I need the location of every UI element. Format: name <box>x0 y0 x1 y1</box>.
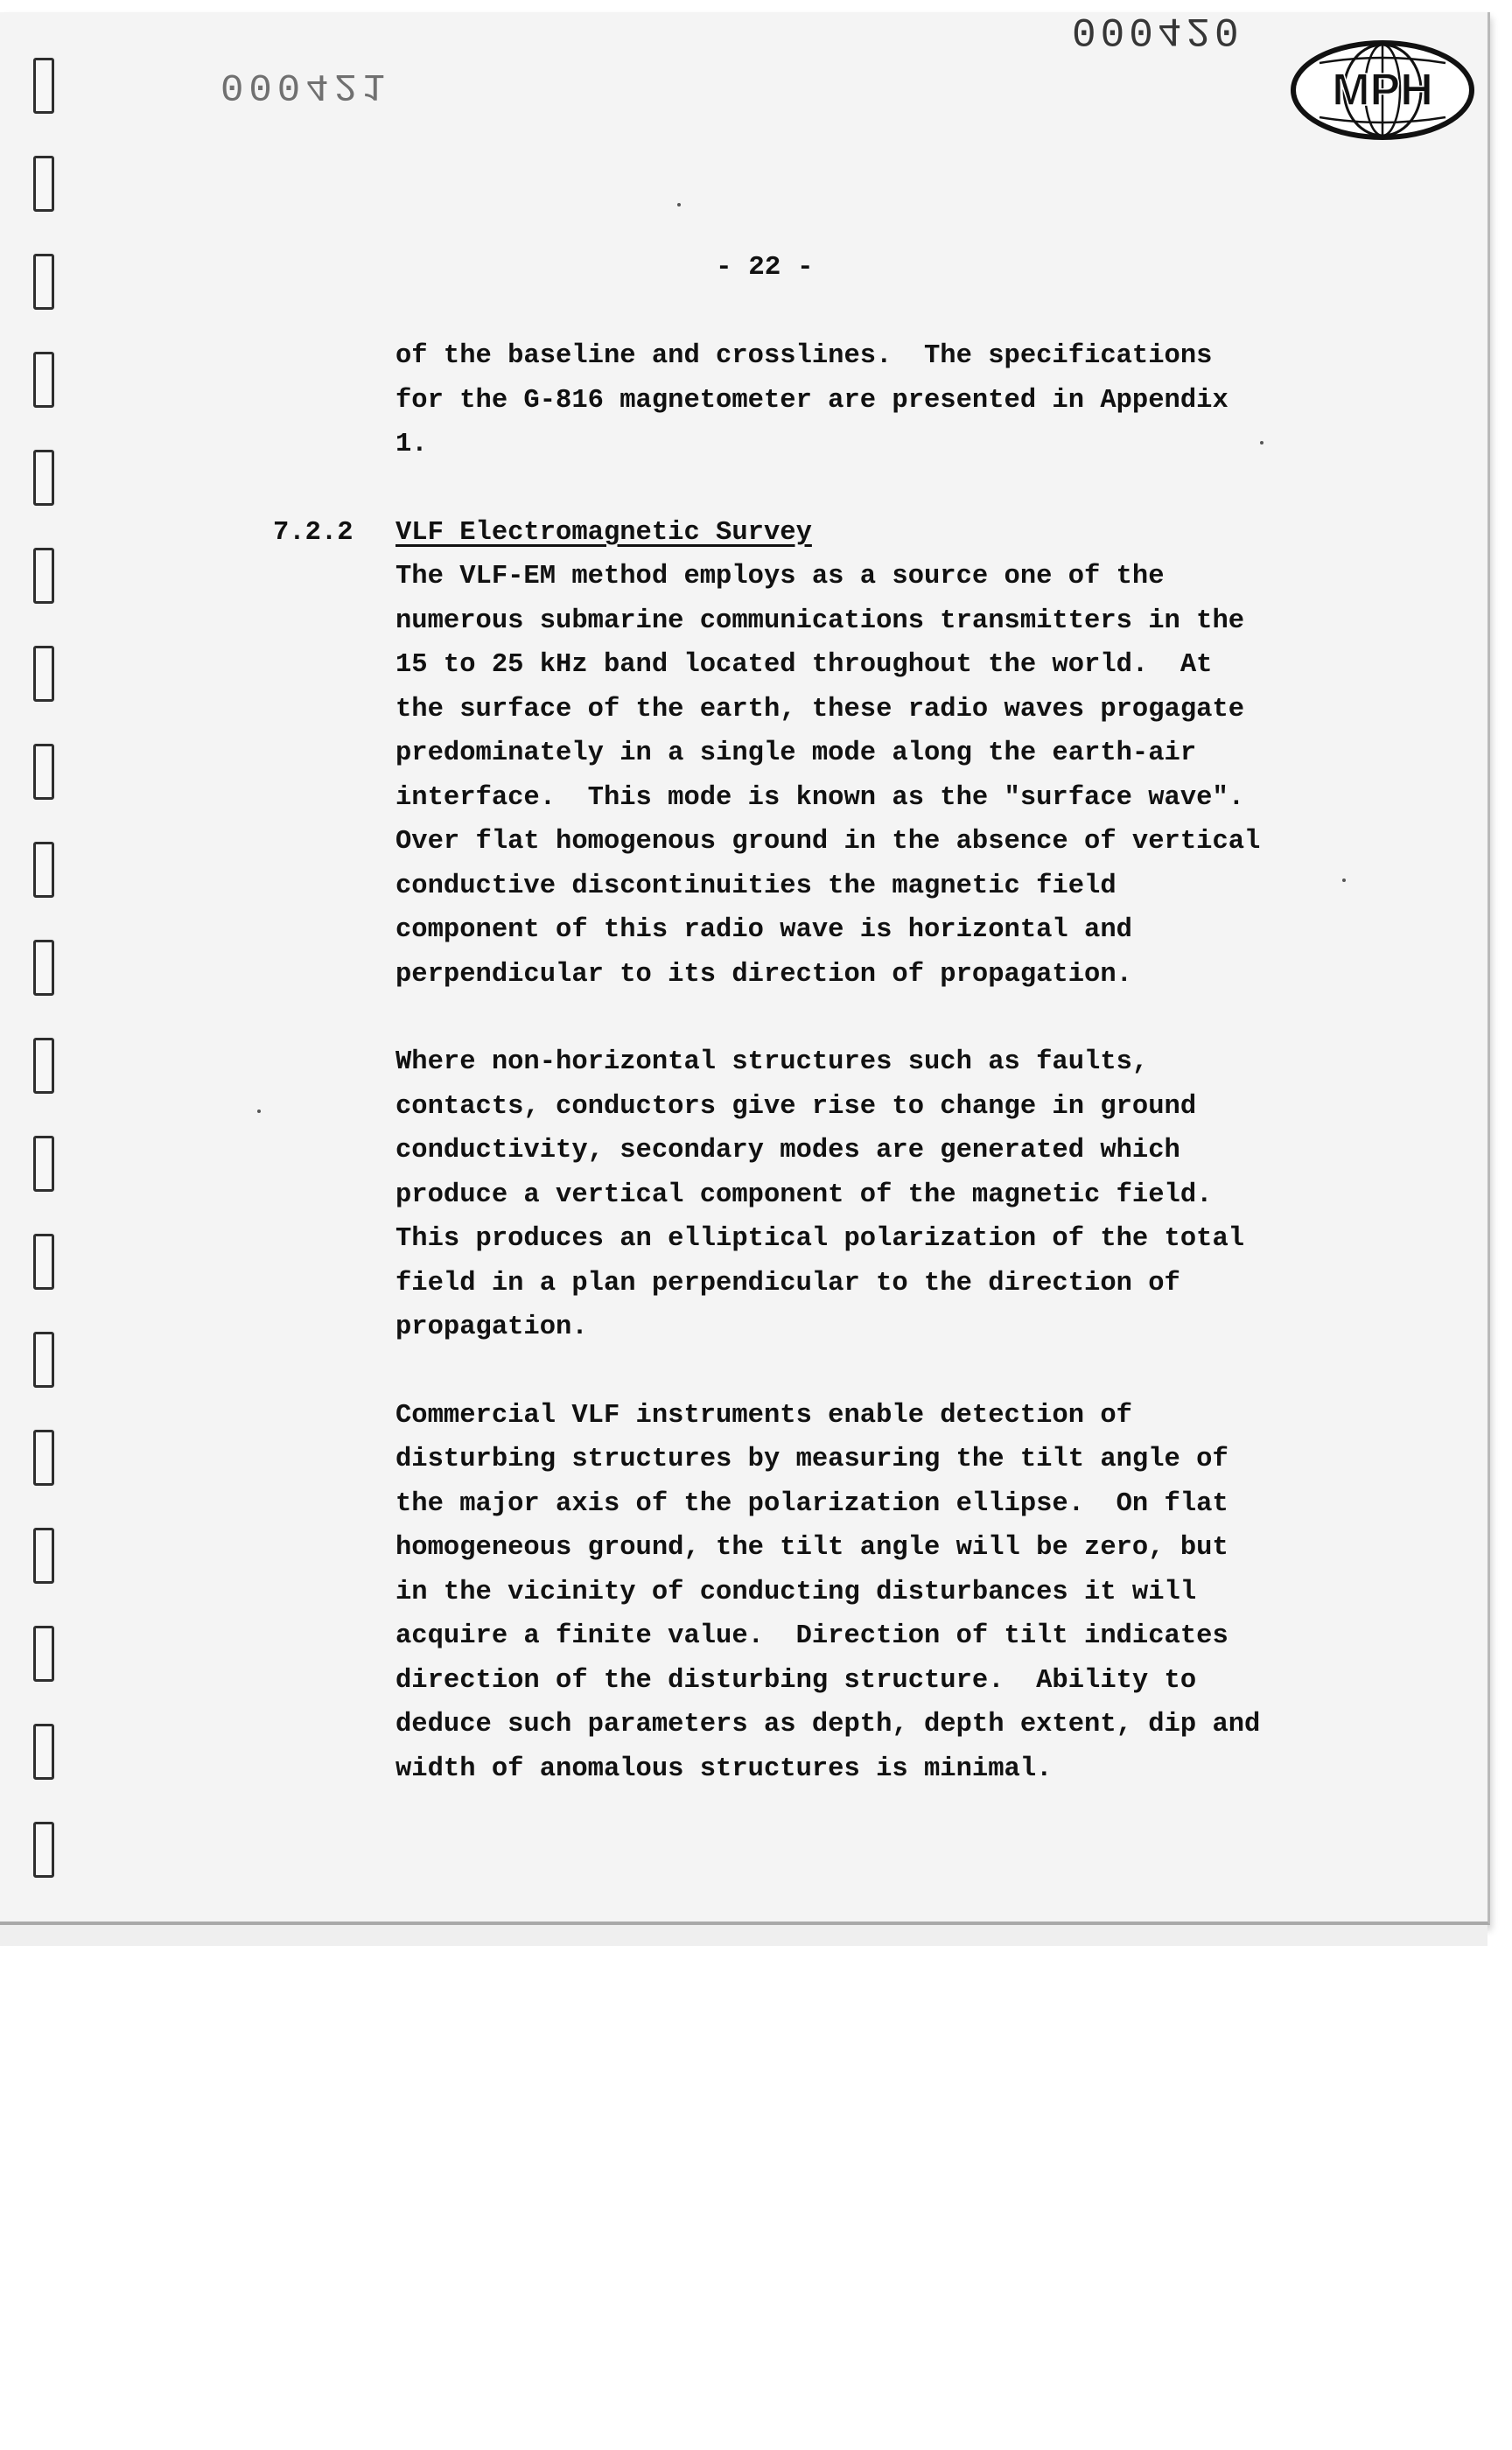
document-stamp-top: 000420 <box>1072 7 1243 52</box>
text-line: acquire a finite value. Direction of tilt indicates <box>396 1621 1228 1651</box>
text-line: predominately in a single mode along the earth-air <box>396 738 1197 768</box>
punch-hole <box>33 58 54 114</box>
text-line: numerous submarine communications transmitters in the <box>396 606 1245 636</box>
text-line: propagation. <box>396 1312 588 1342</box>
text-line: The VLF-EM method employs as a source one of the <box>396 562 1165 592</box>
punch-hole <box>33 1528 54 1584</box>
mph-logo <box>1290 38 1475 142</box>
punch-hole <box>33 940 54 996</box>
text-line: contacts, conductors give rise to change in ground <box>396 1091 1197 1122</box>
text-line: produce a vertical component of the magnetic field. <box>396 1180 1213 1210</box>
text-line: 15 to 25 kHz band located throughout the world. At <box>396 650 1213 680</box>
text-line: direction of the disturbing structure. Ability to <box>396 1665 1197 1696</box>
paragraph-secondary-modes <box>396 1040 1393 1350</box>
page-number: - 22 - <box>716 252 814 283</box>
punch-hole <box>33 1430 54 1486</box>
logo-text: MPH <box>1332 65 1433 116</box>
punch-hole <box>33 1234 54 1290</box>
section-heading <box>273 511 1393 556</box>
scan-speck <box>1260 441 1264 444</box>
text-line: the surface of the earth, these radio waves progagate <box>396 694 1245 724</box>
punch-hole <box>33 352 54 408</box>
scan-speck <box>1342 878 1346 882</box>
paragraph-gap <box>396 997 1393 1040</box>
scanned-page <box>0 7 1490 1925</box>
punch-hole <box>33 744 54 800</box>
text-line: interface. This mode is known as the "surface wave". <box>396 782 1245 813</box>
paragraph-gap <box>396 1350 1393 1394</box>
text-line: deduce such parameters as depth, depth extent, dip and <box>396 1710 1261 1740</box>
text-line: homogeneous ground, the tilt angle will be zero, but <box>396 1533 1228 1563</box>
punch-hole <box>33 1332 54 1388</box>
text-line: for the G-816 magnetometer are presented in Appendix <box>396 385 1228 416</box>
text-line: Over flat homogenous ground in the absence of vertical <box>396 827 1261 857</box>
punch-hole <box>33 450 54 506</box>
text-line: width of anomalous structures is minimal. <box>396 1754 1053 1784</box>
punch-hole <box>33 842 54 898</box>
document-stamp-left: 000421 <box>220 63 391 107</box>
text-line: disturbing structures by measuring the tilt angle of <box>396 1445 1228 1474</box>
scan-speck <box>677 203 681 206</box>
text-line: perpendicular to its direction of propagation. <box>396 959 1132 990</box>
mph-logo-graphic <box>1290 38 1475 142</box>
text-line: the major axis of the polarization ellipse. On flat <box>396 1488 1228 1519</box>
document-body <box>273 334 1393 1791</box>
paragraph-instruments <box>396 1394 1393 1792</box>
text-line: field in a plan perpendicular to the direction of <box>396 1268 1180 1298</box>
punch-hole <box>33 1724 54 1780</box>
punch-hole <box>33 1626 54 1682</box>
text-line: conductivity, secondary modes are generated which <box>396 1136 1180 1166</box>
scan-speck <box>257 1110 261 1113</box>
text-line: This produces an elliptical polarization of the total <box>396 1224 1245 1254</box>
text-line: Commercial VLF instruments enable detection of <box>396 1400 1132 1431</box>
section-title: VLF Electromagnetic Survey <box>396 517 812 548</box>
text-line: conductive discontinuities the magnetic field <box>396 871 1116 901</box>
punch-hole <box>33 1136 54 1192</box>
page-shadow-strip <box>0 1925 1488 1946</box>
text-line: of the baseline and crosslines. The specifications <box>396 341 1213 371</box>
punch-hole <box>33 1822 54 1878</box>
punch-hole <box>33 254 54 310</box>
text-line: in the vicinity of conducting disturbances it will <box>396 1577 1197 1607</box>
punch-hole <box>33 156 54 212</box>
binder-punch-holes <box>33 58 65 1895</box>
text-line: component of this radio wave is horizontal and <box>396 915 1132 945</box>
paragraph-vlf-method <box>396 555 1393 997</box>
punch-hole <box>33 548 54 604</box>
text-line: Where non-horizontal structures such as faults, <box>396 1047 1149 1077</box>
section-number: 7.2.2 <box>273 517 354 548</box>
text-line: 1. <box>396 430 428 459</box>
punch-hole <box>33 646 54 702</box>
punch-hole <box>33 1038 54 1094</box>
intro-paragraph <box>396 334 1393 467</box>
